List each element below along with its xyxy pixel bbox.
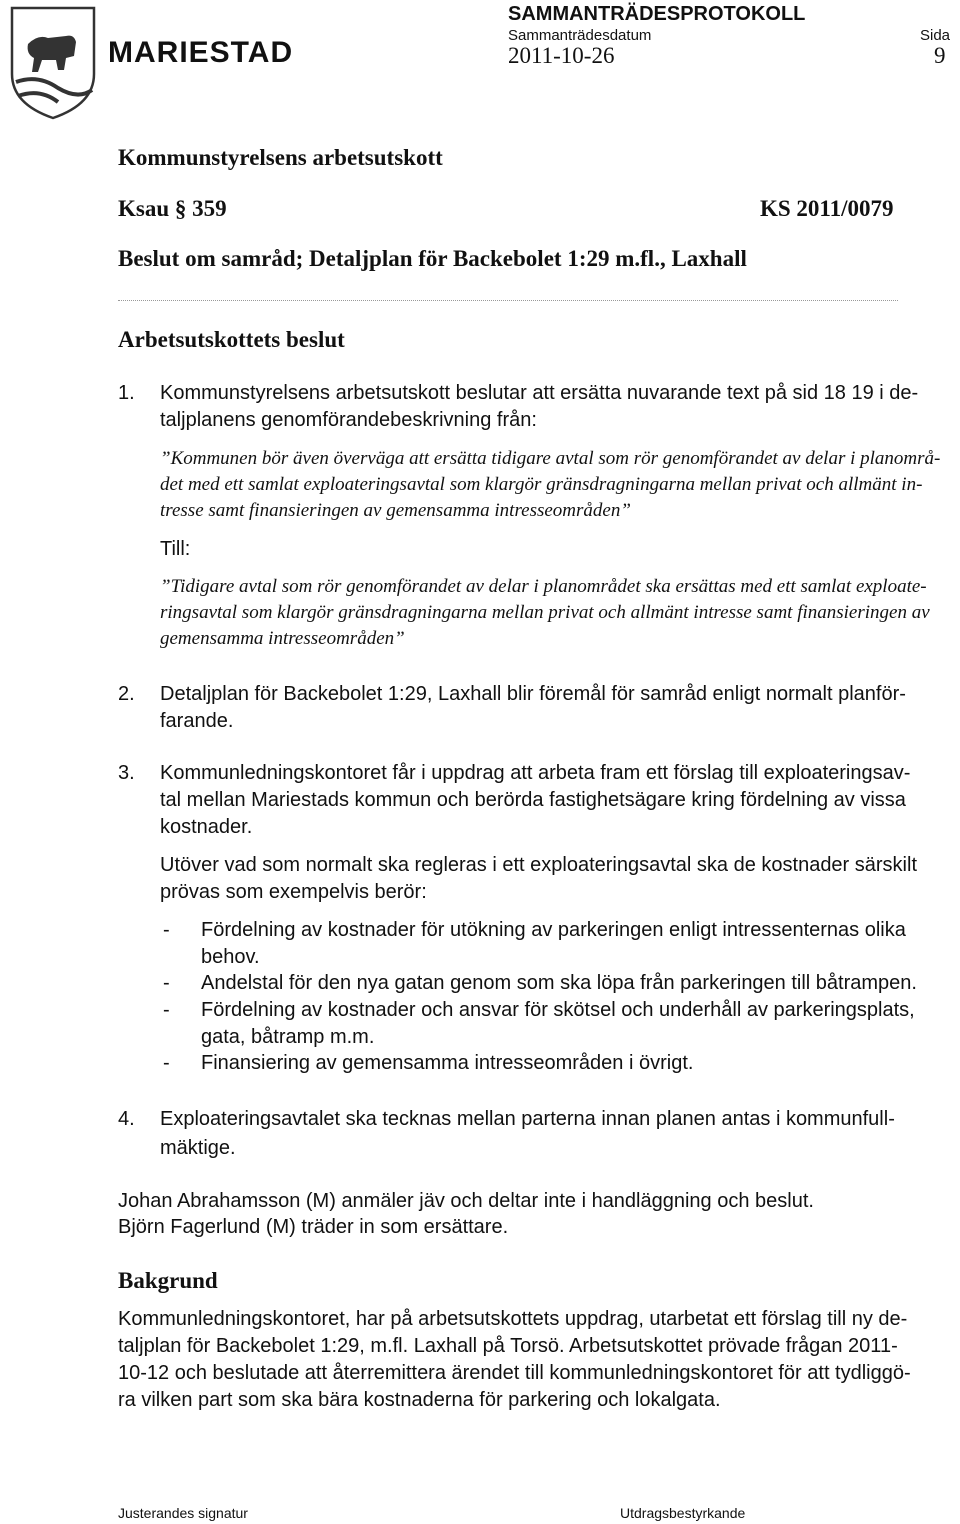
- item-text-line: mäktige.: [160, 1137, 236, 1159]
- background-line: Kommunledningskontoret, har på arbetsutskottets uppdrag, utarbetat ett förslag till ny de-: [118, 1308, 908, 1330]
- quote-line: ”Kommunen bör även överväga att ersätta tidigare avtal som rör genomförandet av delar i planområ-: [160, 448, 941, 469]
- item-text-line: Detaljplan för Backebolet 1:29, Laxhall blir föremål för samråd enligt normalt planför-: [160, 683, 906, 705]
- case-title: Beslut om samråd; Detaljplan för Backebolet 1:29 m.fl., Laxhall: [118, 246, 747, 271]
- item-text-line: tal mellan Mariestads kommun och berörda fastighetsägare kring fördelning av vissa: [160, 789, 906, 811]
- item-number: 4.: [118, 1108, 135, 1130]
- quote-line: det med ett samlat exploateringsavtal som klargör gränsdragningarna mellan privat och allmänt in-: [160, 474, 923, 495]
- bullet-text-line: Fördelning av kostnader för utökning av parkeringen enligt intressenternas olika: [201, 919, 906, 941]
- background-line: 10-12 och beslutade att återremittera ärendet till kommunledningskontoret för att tydliggö-: [118, 1362, 911, 1384]
- quote-line: tresse samt finansieringen av gemensamma intresseområden”: [160, 500, 631, 521]
- item-text-line: Utöver vad som normalt ska regleras i ett exploateringsavtal ska de kostnader särskilt: [160, 854, 918, 876]
- note-line: Johan Abrahamsson (M) anmäler jäv och deltar inte i handläggning och beslut.: [118, 1190, 814, 1212]
- bullet-text-line: behov.: [201, 946, 260, 968]
- bullet-dash: -: [163, 999, 170, 1021]
- bullet-text-line: Finansiering av gemensamma intresseområden i övrigt.: [201, 1052, 694, 1074]
- document-type: SAMMANTRÄDESPROTOKOLL: [508, 3, 806, 25]
- background-line: ra vilken part som ska bära kostnaderna för parkering och lokalgata.: [118, 1389, 721, 1411]
- item-text-line: kostnader.: [160, 816, 253, 838]
- case-number: KS 2011/0079: [760, 196, 894, 221]
- item-number: 1.: [118, 382, 135, 404]
- item-text-line: taljplanens genomförandebeskrivning från:: [160, 409, 537, 431]
- bullet-dash: -: [163, 1052, 170, 1074]
- item-text-line: Exploateringsavtalet ska tecknas mellan parterna innan planen antas i kommunfull-: [160, 1108, 895, 1130]
- bullet-text-line: Andelstal för den nya gatan genom som ska löpa från parkeringen till båtrampen.: [201, 972, 917, 994]
- committee-name: Kommunstyrelsens arbetsutskott: [118, 145, 443, 170]
- item-text-line: farande.: [160, 710, 234, 732]
- decision-heading: Arbetsutskottets beslut: [118, 327, 345, 352]
- note-line: Björn Fagerlund (M) träder in som ersättare.: [118, 1216, 509, 1238]
- bullet-dash: -: [163, 972, 170, 994]
- bullet-dash: -: [163, 919, 170, 941]
- bullet-text-line: gata, båtramp m.m.: [201, 1026, 375, 1048]
- to-label: Till:: [160, 538, 191, 560]
- item-text-line: prövas som exempelvis berör:: [160, 881, 427, 903]
- divider: [118, 300, 898, 301]
- municipal-coat-of-arms-icon: [8, 4, 42, 120]
- extract-certification-label: Utdragsbestyrkande: [620, 1505, 746, 1521]
- item-number: 2.: [118, 683, 135, 705]
- meeting-date-label: Sammanträdesdatum: [508, 27, 652, 44]
- logo-wordmark: MARIESTAD: [108, 36, 294, 69]
- quote-line: ringsavtal som klargör gränsdragningarna mellan privat och allmänt intresse samt finansieringen av: [160, 602, 930, 623]
- page-number: 9: [934, 43, 946, 68]
- background-heading: Bakgrund: [118, 1268, 218, 1293]
- quote-line: gemensamma intresseområden”: [160, 628, 405, 649]
- page-label: Sida: [920, 27, 951, 44]
- item-number: 3.: [118, 762, 135, 784]
- bullet-text-line: Fördelning av kostnader och ansvar för skötsel och underhåll av parkeringsplats,: [201, 999, 915, 1021]
- item-text-line: Kommunstyrelsens arbetsutskott beslutar att ersätta nuvarande text på sid 18 19 i de-: [160, 382, 919, 404]
- background-line: taljplan för Backebolet 1:29, m.fl. Laxhall på Torsö. Arbetsutskottet prövade frågan 2011-: [118, 1335, 898, 1357]
- quote-line: ”Tidigare avtal som rör genomförandet av delar i planområdet ska ersättas med ett samlat exploate-: [160, 576, 927, 597]
- item-text-line: Kommunledningskontoret får i uppdrag att arbeta fram ett förslag till exploateringsav-: [160, 762, 911, 784]
- signature-label: Justerandes signatur: [118, 1505, 248, 1521]
- meeting-date: 2011-10-26: [508, 43, 615, 68]
- paragraph-number: Ksau § 359: [118, 196, 227, 221]
